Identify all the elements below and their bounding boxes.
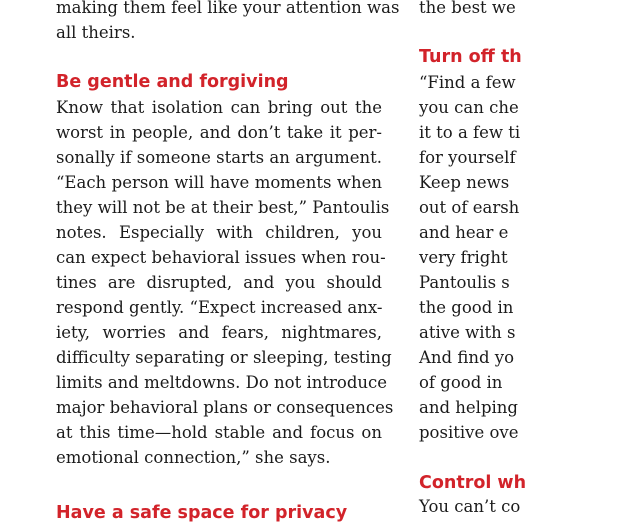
body-line: And find yo <box>419 348 515 367</box>
body-line: respond gently. “Expect increased anx- <box>56 298 383 317</box>
body-line: notes. Especially with children, you <box>56 223 382 242</box>
body-line: major behavioral plans or consequences <box>56 398 394 417</box>
body-line: Know that isolation can bring out the <box>56 98 382 117</box>
body-line: the good in <box>419 298 514 317</box>
body-line: the best we <box>419 0 516 17</box>
body-line: difficulty separating or sleeping, testing <box>56 348 392 367</box>
body-line: iety, worries and fears, nightmares, <box>56 323 382 342</box>
body-line: limits and meltdowns. Do not introduce <box>56 373 388 392</box>
body-line: Keep news <box>419 173 510 192</box>
body-line: sonally if someone starts an argument. <box>56 148 382 167</box>
body-line: for yourself <box>419 148 516 167</box>
body-line: it to a few ti <box>419 123 521 142</box>
body-line: and hear e <box>419 223 509 242</box>
body-line: out of earsh <box>419 198 520 217</box>
intro-line: making them feel like your attention was <box>56 0 400 17</box>
body-line: ative with s <box>419 323 516 342</box>
body-line: very fright <box>419 248 508 267</box>
body-line: you can che <box>419 98 519 117</box>
body-line: “Each person will have moments when <box>56 173 382 192</box>
section-heading-turn-off: Turn off th <box>419 47 522 67</box>
body-line: at this time—hold stable and focus on <box>56 423 382 442</box>
body-line: “Find a few <box>419 73 516 92</box>
body-line: Pantoulis s <box>419 273 510 292</box>
section-heading-be-gentle: Be gentle and forgiving <box>56 72 289 92</box>
body-line: You can’t co <box>419 497 521 516</box>
body-line: positive ove <box>419 423 519 442</box>
body-line: worst in people, and don’t take it per- <box>56 123 382 142</box>
section-heading-control: Control wh <box>419 473 527 493</box>
body-line: can expect behavioral issues when rou- <box>56 248 386 267</box>
intro-line: all theirs. <box>56 23 136 42</box>
body-line: tines are disrupted, and you should <box>56 273 382 292</box>
section-heading-safe-space: Have a safe space for privacy <box>56 503 348 523</box>
body-line: they will not be at their best,” Pantoulis <box>56 198 390 217</box>
body-line: emotional connection,” she says. <box>56 448 331 467</box>
body-line: of good in <box>419 373 503 392</box>
body-line: and helping <box>419 398 518 417</box>
